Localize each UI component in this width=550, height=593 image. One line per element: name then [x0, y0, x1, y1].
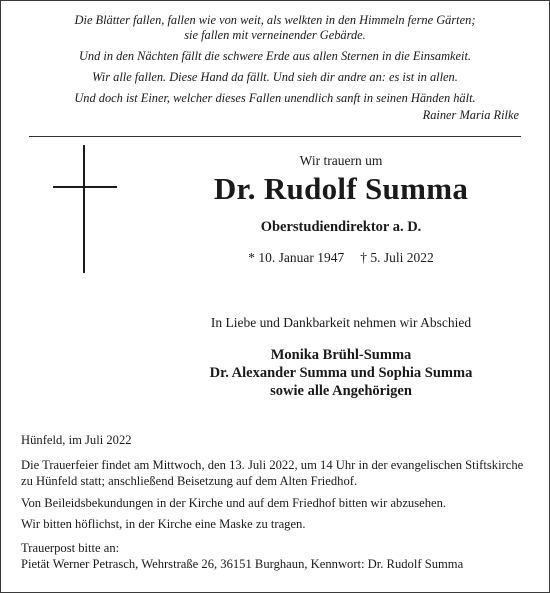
poem-line-1: Die Blätter fallen, fallen wie von weit, als welkten in den Himmeln ferne Gärten;: [74, 13, 476, 27]
condolence-note: Von Beileidsbekundungen in der Kirche und auf dem Friedhof bitten wir abzusehen.: [21, 495, 447, 510]
details-block: [21, 432, 533, 572]
poem-line-4: Wir alle fallen. Diese Hand da fällt. Und sieh dir andre an: es ist in allen.: [92, 70, 458, 84]
farewell-text: In Liebe und Dankbarkeit nehmen wir Abschied: [210, 315, 472, 330]
place-date: Hünfeld, im Juli 2022: [21, 433, 132, 447]
poem-line-3: Und in den Nächten fällt die schwere Erde aus allen Sternen in die Einsamkeit.: [78, 49, 472, 63]
post-address: Pietät Werner Petrasch, Wehrstraße 26, 36151 Burghaun, Kennwort: Dr. Rudolf Summa: [21, 557, 464, 572]
mask-note: Wir bitten höflichst, in der Kirche eine Maske zu tragen.: [21, 516, 306, 531]
mourner-2: Dr. Alexander Summa und Sophia Summa: [209, 365, 473, 381]
poem-stanza-1: [31, 13, 519, 43]
post-label: Trauerpost bitte an:: [21, 541, 120, 556]
funeral-info: Die Trauerfeier findet am Mittwoch, den 13. Juli 2022, um 14 Uhr in der evangelischen Stiftskirche zu Hünfeld statt; anschließend Beisetzung auf dem Alten Friedhof.: [21, 458, 524, 489]
poem-line-5: Und doch ist Einer, welcher dieses Fallen unendlich sanft in seinen Händen hält.: [74, 91, 476, 105]
poem-author: Rainer Maria Rilke: [422, 108, 519, 122]
death-date: † 5. Juli 2022: [360, 250, 434, 265]
poem-block: [31, 13, 519, 123]
cross-icon: [53, 145, 117, 273]
mourner-3: sowie alle Angehörigen: [270, 383, 412, 399]
poem-line-2: sie fallen mit verneinender Gebärde.: [184, 28, 366, 42]
divider-top: [29, 136, 521, 137]
mourner-1: Monika Brühl-Summa: [270, 347, 412, 363]
mourners-list: [151, 346, 531, 400]
deceased-name: Dr. Rudolf Summa: [213, 171, 469, 206]
birth-date: * 10. Januar 1947: [248, 250, 345, 265]
intro-text: Wir trauern um: [299, 153, 383, 168]
deceased-title: Oberstudiendirektor a. D.: [260, 219, 422, 235]
life-dates: [151, 250, 531, 266]
